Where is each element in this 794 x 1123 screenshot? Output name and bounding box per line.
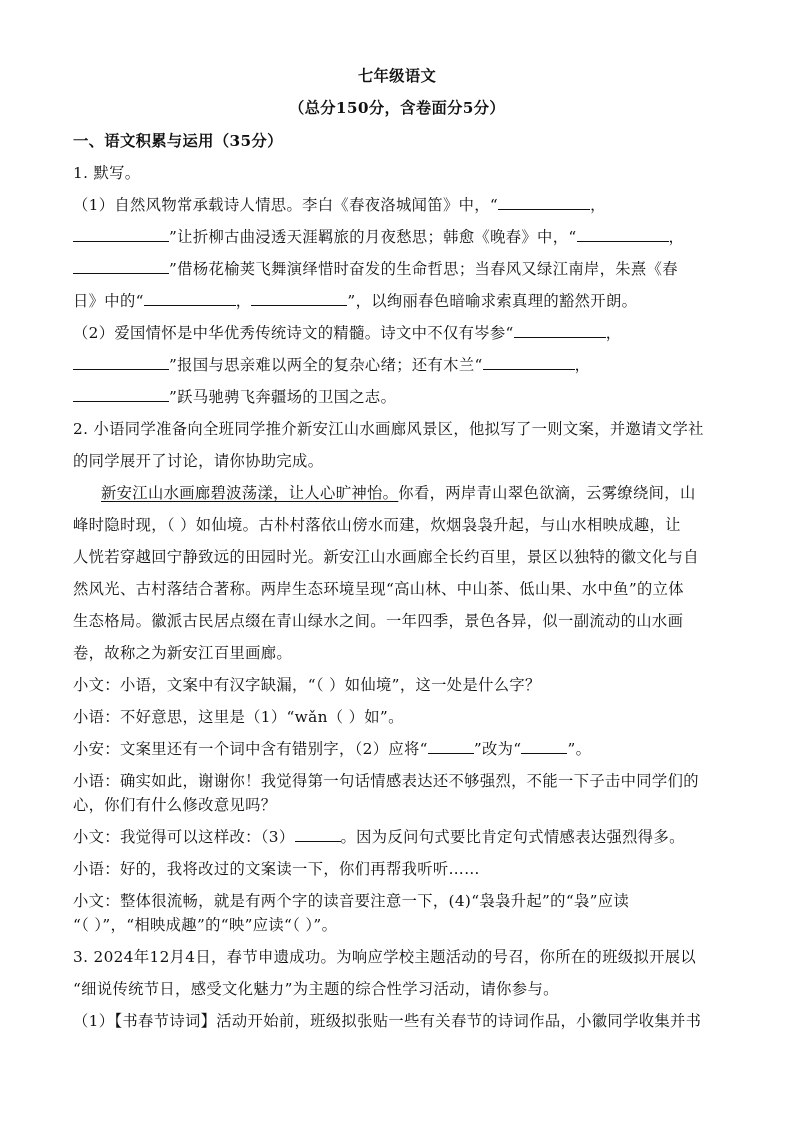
dialogue-text: 。因为反问句式要比肯定句式情感表达强烈得多。	[340, 828, 685, 846]
passage-line: 人恍若穿越回宁静致远的田园时光。新安江山水画廊全长约百里，景区以独特的徽文化与自	[73, 548, 699, 566]
section-heading: 一、语文积累与运用（35分）	[73, 132, 283, 150]
question-text: ，	[590, 196, 606, 214]
dialogue-text: 小文：我觉得可以这样改：（3）	[73, 828, 295, 846]
answer-blank[interactable]	[73, 259, 169, 274]
question-text: ”让折柳古曲浸透天涯羁旅的月夜愁思；韩愈《晚春》中，“	[169, 228, 577, 246]
dialogue-line: 心，你们有什么修改意见吗？	[73, 796, 277, 814]
question-1-line	[73, 323, 723, 343]
question-1-stem: 1. 默写。	[73, 164, 141, 182]
question-text: ”跃马驰骋飞奔疆场的卫国之志。	[169, 388, 397, 406]
dialogue-line: 小语：好的，我将改过的文案读一下，你们再帮我听听……	[73, 860, 480, 878]
answer-blank[interactable]	[73, 355, 169, 370]
dialogue-line: 小语：确实如此，谢谢你！我觉得第一句话情感表达还不够强烈，不能一下子击中同学们的	[73, 772, 699, 790]
question-text: ，	[235, 292, 252, 310]
question-text: ，	[574, 356, 591, 374]
question-text: 日》中的“	[73, 292, 144, 310]
question-1-line	[73, 195, 723, 215]
question-1-line	[73, 227, 723, 247]
dialogue-line	[73, 827, 723, 847]
question-text: ，	[668, 228, 685, 246]
question-text: ”报国与思亲难以两全的复杂心绪；还有木兰“	[169, 356, 483, 374]
answer-blank[interactable]	[428, 739, 474, 754]
question-text: （2）爱国情怀是中华优秀传统诗文的精髓。诗文中不仅有岑参“	[73, 324, 514, 342]
answer-blank[interactable]	[295, 827, 341, 842]
question-2-stem: 的同学展开了讨论，请你协助完成。	[73, 452, 324, 470]
exam-subtitle: （总分150分，含卷面分5分）	[288, 99, 506, 117]
answer-blank[interactable]	[498, 195, 590, 210]
passage-line: 然风光、古村落结合著称。两岸生态环境呈现“高山林、中山茶、低山果、水中鱼”的立体	[73, 580, 684, 598]
exam-title: 七年级语文	[357, 67, 437, 85]
passage-line: 生态格局。徽派古民居点缀在青山绿水之间。一年四季，景色各异，似一副流动的山水画	[73, 612, 684, 630]
passage-text: 你看，两岸青山翠色欲滴，云雾缭绕间，山	[398, 484, 696, 502]
dialogue-text: ”。	[567, 740, 592, 758]
question-1-line	[73, 291, 723, 311]
passage-line: 卷，故称之为新安江百里画廊。	[73, 644, 293, 662]
answer-blank[interactable]	[251, 291, 347, 306]
dialogue-line: 小语：不好意思，这里是（1）“wǎn（ ）如”。	[73, 708, 404, 726]
question-text: ”，以绚丽春色暗喻求索真理的豁然开朗。	[347, 292, 638, 310]
answer-blank[interactable]	[577, 227, 669, 242]
answer-blank[interactable]	[144, 291, 236, 306]
answer-blank[interactable]	[483, 355, 575, 370]
question-3-stem: 3. 2024年12月4日，春节申遗成功。为响应学校主题活动的号召，你所在的班级拟开展以	[73, 948, 697, 966]
question-1-line	[73, 387, 723, 407]
answer-blank[interactable]	[73, 387, 169, 402]
dialogue-text: ”改为“	[473, 740, 522, 758]
underlined-sentence: 新安江山水画廊碧波荡漾，让人心旷神怡。	[101, 484, 399, 502]
question-text: （1）自然风物常承载诗人情思。李白《春夜洛城闻笛》中，“	[73, 196, 499, 214]
dialogue-line	[73, 739, 723, 759]
question-1-line	[73, 355, 723, 375]
answer-blank[interactable]	[514, 323, 606, 338]
passage-line: 峰时隐时现，（ ）如仙境。古朴村落依山傍水而建，炊烟袅袅升起，与山水相映成趣，让	[73, 516, 681, 534]
dialogue-line: 小文：整体很流畅，就是有两个字的读音要注意一下，(4)“袅袅升起”的“袅”应读	[73, 892, 630, 910]
question-2-stem: 2. 小语同学准备向全班同学推介新安江山水画廊风景区，他拟写了一则文案，并邀请文学社	[73, 420, 704, 438]
question-text: ，	[605, 324, 622, 342]
answer-blank[interactable]	[521, 739, 567, 754]
dialogue-line: “（ ）”，“相映成趣”的“映”应读“（ ）”。	[73, 916, 338, 934]
question-text: ”借杨花榆荚飞舞演绎惜时奋发的生命哲思；当春风又绿江南岸，朱熹《春	[169, 260, 678, 278]
question-3-stem: “细说传统节日，感受文化魅力”为主题的综合性学习活动，请你参与。	[73, 980, 559, 998]
question-1-line	[73, 259, 723, 279]
answer-blank[interactable]	[73, 227, 169, 242]
dialogue-text: 小安：文案里还有一个词中含有错别字，（2）应将“	[73, 740, 428, 758]
question-3-part-1: （1）【书春节诗词】活动开始前，班级拟张贴一些有关春节的诗词作品，小徽同学收集并书	[73, 1012, 702, 1030]
dialogue-line: 小文：小语，文案中有汉字缺漏，“（ ）如仙境”，这一处是什么字？	[73, 676, 541, 694]
passage-line	[101, 483, 723, 503]
